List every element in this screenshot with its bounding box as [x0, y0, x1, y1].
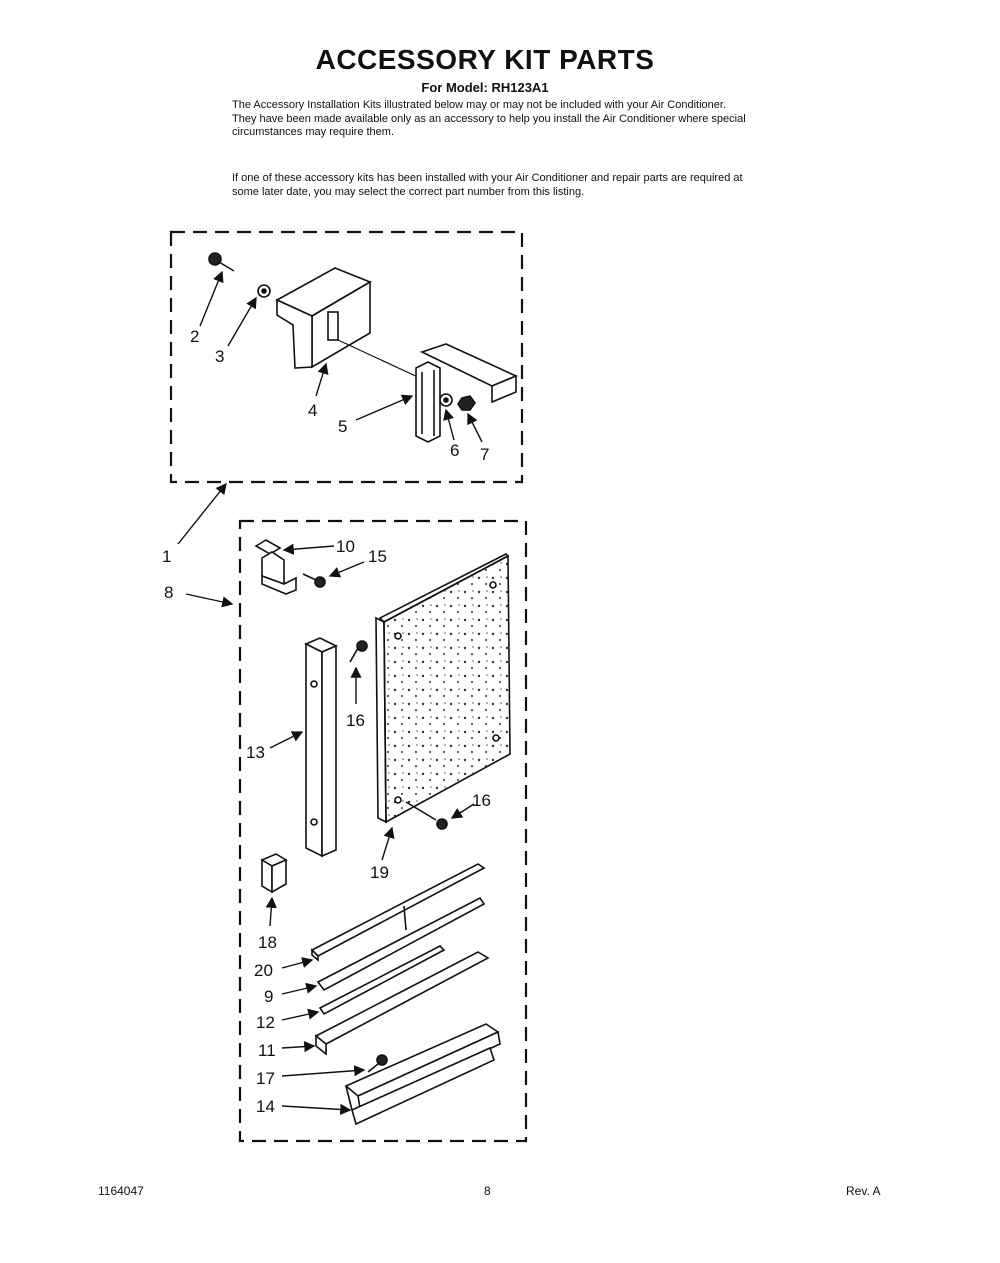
model-subtitle: For Model: RH123A1 [421, 80, 549, 95]
block-part-18 [262, 854, 286, 892]
washer-part-6 [440, 394, 452, 406]
page-number: 8 [484, 1184, 491, 1198]
callout-17: 17 [256, 1069, 275, 1088]
nut-part-7 [458, 396, 475, 410]
insulation-panel-part-19 [376, 554, 510, 822]
callout-4: 4 [308, 401, 318, 420]
callout-13: 13 [246, 743, 265, 762]
callout-5: 5 [338, 417, 348, 436]
screw-part-16-lower [406, 802, 447, 829]
callout-18: 18 [258, 933, 277, 952]
screw-part-2 [209, 253, 234, 271]
callout-8: 8 [164, 583, 174, 602]
callout-9: 9 [264, 987, 274, 1006]
callout-3: 3 [215, 347, 225, 366]
callout-16-upper: 16 [346, 711, 365, 730]
bracket-cover-part-4 [277, 268, 420, 378]
callout-14: 14 [256, 1097, 275, 1116]
screw-part-16-upper [350, 641, 367, 662]
support-bracket-part-5 [416, 344, 516, 442]
callout-1: 1 [162, 547, 172, 566]
screw-part-15 [303, 574, 325, 587]
callout-7: 7 [480, 445, 490, 464]
callout-20: 20 [254, 961, 273, 980]
intro-paragraph-1: The Accessory Installation Kits illustrated below may or may not be included with your Air Conditioner. They have been made available only as an accessory to help you install the Air Conditioner where special circumstances may require them. [232, 99, 746, 138]
sill-channel-part-14 [346, 1024, 500, 1124]
callout-2: 2 [190, 327, 200, 346]
callout-6: 6 [450, 441, 460, 460]
callout-12: 12 [256, 1013, 275, 1032]
callout-11: 11 [258, 1041, 276, 1060]
washer-part-3 [258, 285, 270, 297]
angle-bracket-part-10 [256, 540, 296, 594]
callout-10: 10 [336, 537, 355, 556]
revision-label: Rev. A [846, 1184, 881, 1198]
page-title: ACCESSORY KIT PARTS [315, 44, 655, 75]
intro-paragraph-2: If one of these accessory kits has been installed with your Air Conditioner and repair parts are required at some later date, you may select the correct part number from this listing. [232, 172, 743, 198]
callout-15: 15 [368, 547, 387, 566]
document-number: 1164047 [98, 1184, 144, 1198]
callout-16-lower: 16 [472, 791, 491, 810]
callout-19: 19 [370, 863, 389, 882]
vertical-channel-part-13 [306, 638, 336, 856]
